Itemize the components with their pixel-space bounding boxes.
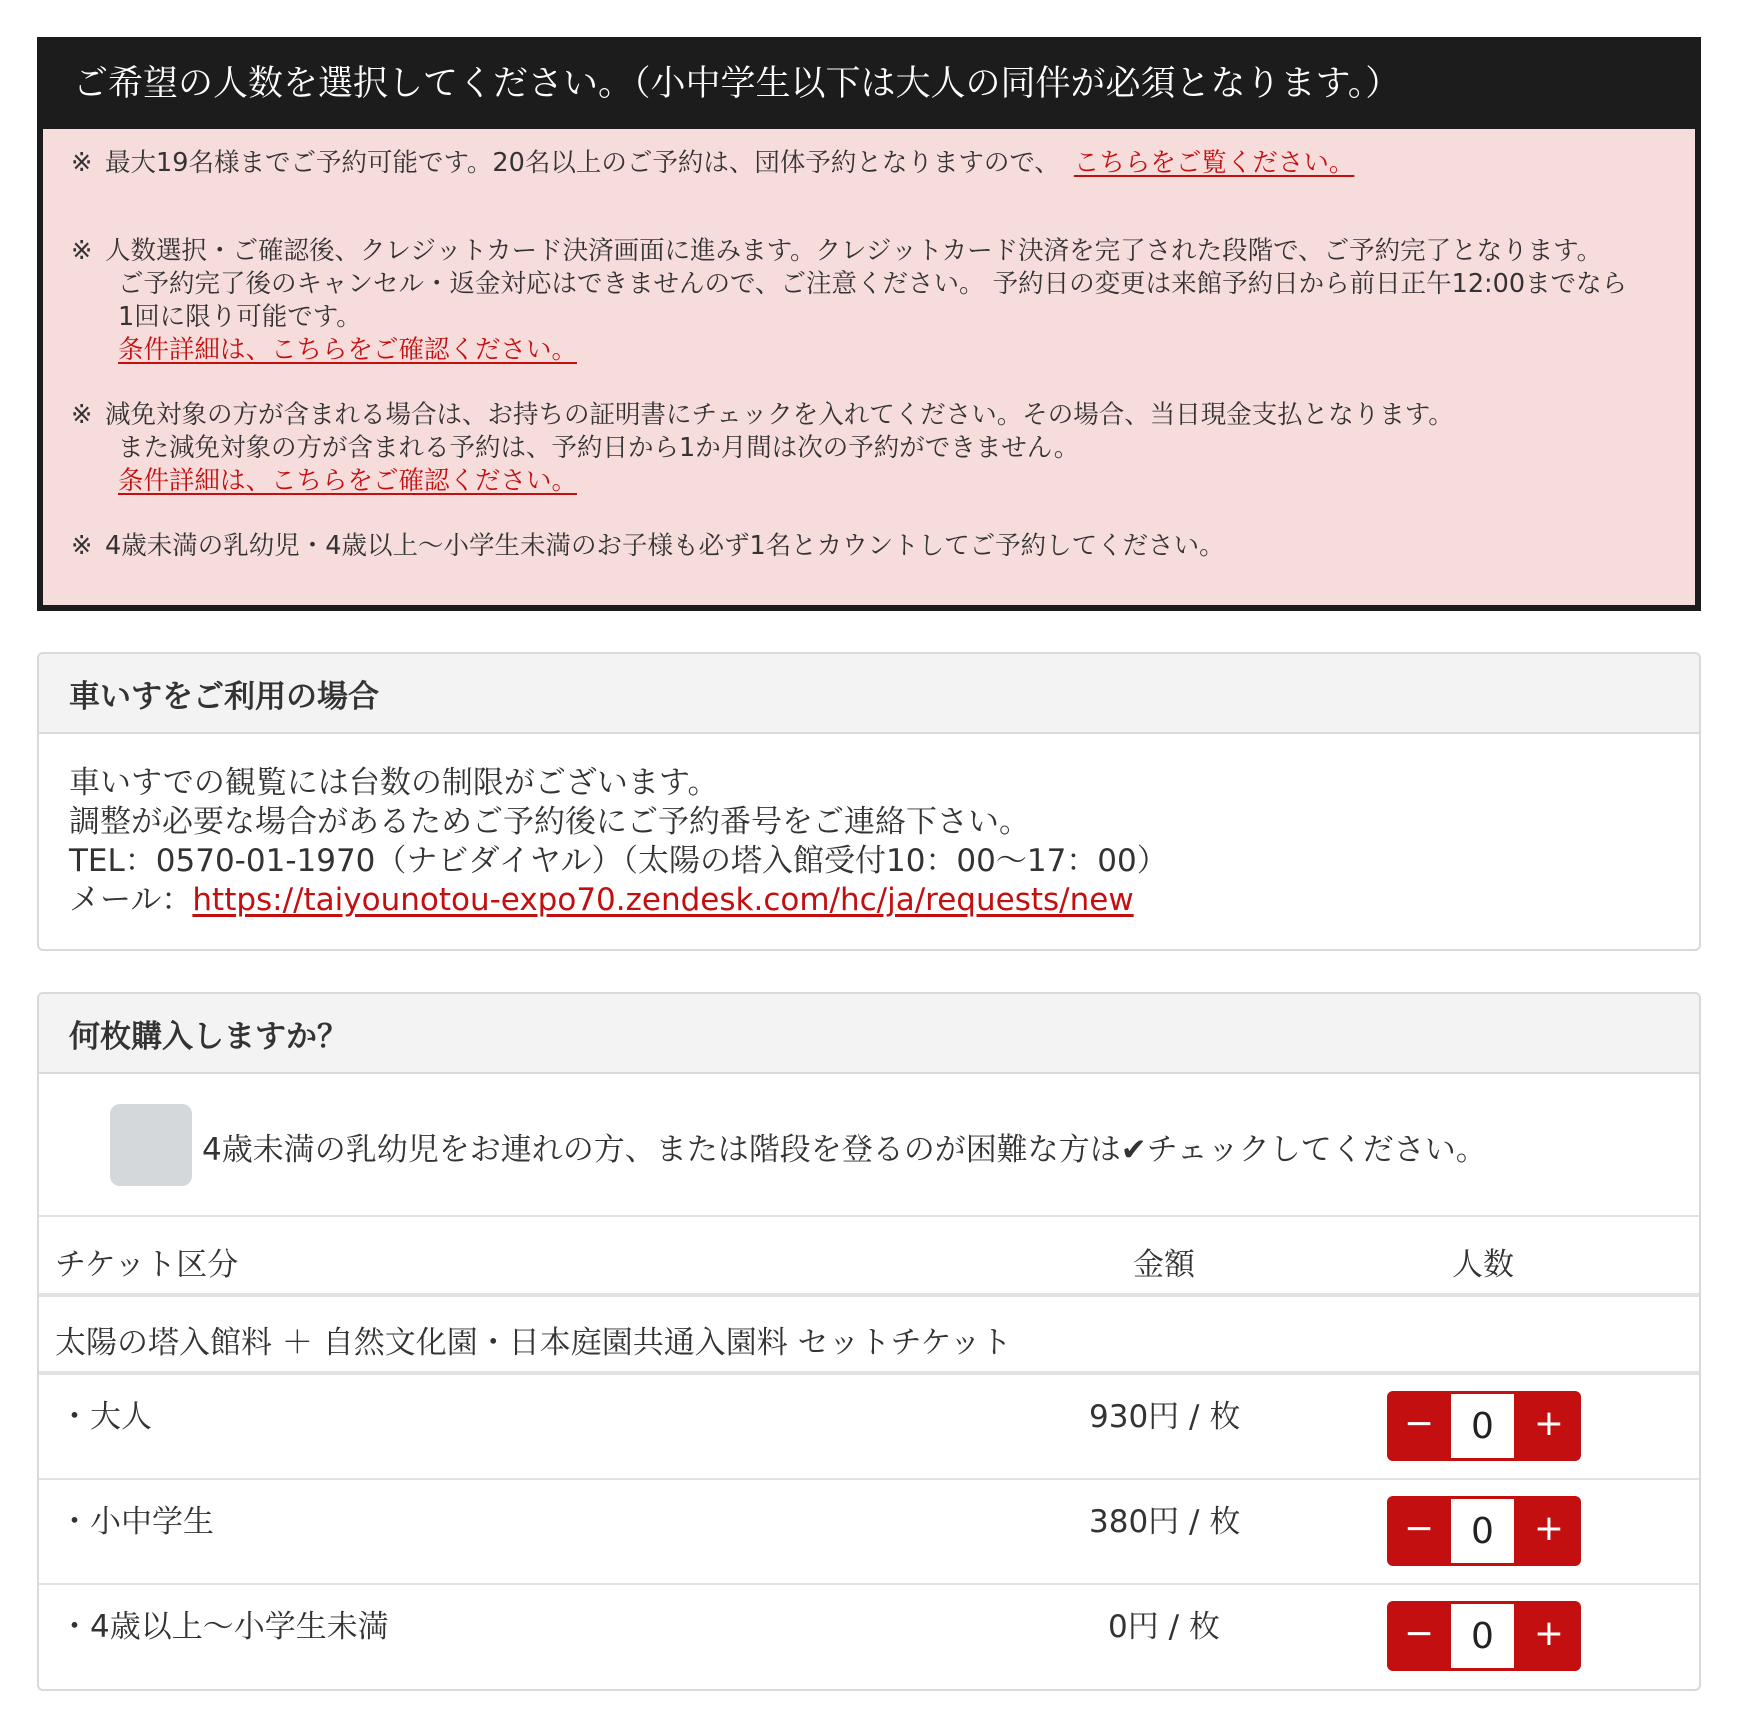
wheelchair-tel: TEL：0570-01-1970（ナビダイヤル）（太陽の塔入館受付10：00～17：00） xyxy=(69,843,1168,879)
accessibility-checkbox[interactable] xyxy=(110,1104,192,1186)
increment-button[interactable]: + xyxy=(1533,1508,1565,1549)
notice-item1-text: 最大19名様までご予約可能です。20名以上のご予約は、団体予約となりますので、 xyxy=(105,148,1060,178)
ticket-price: 930円 / 枚 xyxy=(1089,1399,1241,1435)
notice-item4-text: 4歳未満の乳幼児・4歳以上～小学生未満のお子様も必ず1名とカウントしてご予約してください。 xyxy=(105,531,1225,561)
ticket-row-student xyxy=(39,1480,1699,1585)
notice-item-children-count xyxy=(71,528,1225,564)
note-mark: ※ xyxy=(71,148,93,178)
quantity-stepper xyxy=(1387,1496,1581,1566)
ticket-group-name: 太陽の塔入館料 ＋ 自然文化園・日本庭園共通入園料 セットチケット xyxy=(55,1325,1012,1361)
accessibility-checkbox-label[interactable]: 4歳未満の乳幼児をお連れの方、または階段を登るのが困難な方は✔チェックしてください。 xyxy=(202,1132,1487,1168)
ticket-name: ・小中学生 xyxy=(59,1504,214,1540)
quantity-stepper xyxy=(1387,1391,1581,1461)
wheelchair-panel xyxy=(37,652,1701,951)
decrement-button[interactable]: − xyxy=(1403,1403,1435,1444)
ticket-price: 380円 / 枚 xyxy=(1089,1504,1241,1540)
ticket-table-header xyxy=(39,1217,1699,1297)
wheelchair-info xyxy=(39,734,1699,920)
notice-item2-line3: 1回に限り可能です。 xyxy=(118,302,362,332)
ticket-name: ・4歳以上～小学生未満 xyxy=(59,1609,389,1645)
notice-body xyxy=(43,129,1695,605)
ticket-group-row xyxy=(39,1297,1699,1375)
quantity-value[interactable]: 0 xyxy=(1451,1394,1514,1458)
wheelchair-line2: 調整が必要な場合があるためご予約後にご予約番号をご連絡下さい。 xyxy=(69,804,1030,840)
reservation-notice xyxy=(37,37,1701,611)
mail-request-link[interactable]: https://taiyounotou-expo70.zendesk.com/hc/ja/requests/new xyxy=(192,882,1134,918)
notice-item2-line2: ご予約完了後のキャンセル・返金対応はできませんので、ご注意ください。 予約日の変更は来館予約日から前日正午12:00までなら xyxy=(118,269,1628,299)
ticket-price: 0円 / 枚 xyxy=(1108,1609,1220,1645)
group-reservation-link[interactable]: こちらをご覧ください。 xyxy=(1073,148,1355,178)
notice-item2-line1: 人数選択・ご確認後、クレジットカード決済画面に進みます。クレジットカード決済を完了された段階で、ご予約完了となります。 xyxy=(105,236,1603,266)
wheelchair-heading: 車いすをご利用の場合 xyxy=(39,654,1699,734)
notice-item3-line2: また減免対象の方が含まれる予約は、予約日から1か月間は次の予約ができません。 xyxy=(118,433,1080,463)
col-count: 人数 xyxy=(1452,1247,1514,1283)
notice-item-payment-line1 xyxy=(71,233,1602,269)
discount-conditions-link[interactable]: 条件詳細は、こちらをご確認ください。 xyxy=(118,466,578,496)
increment-button[interactable]: + xyxy=(1533,1403,1565,1444)
note-mark: ※ xyxy=(71,400,93,430)
increment-button[interactable]: + xyxy=(1533,1613,1565,1654)
ticket-row-adult xyxy=(39,1375,1699,1480)
col-ticket-category: チケット区分 xyxy=(55,1247,239,1283)
cancel-conditions-link[interactable]: 条件詳細は、こちらをご確認ください。 xyxy=(118,335,578,365)
decrement-button[interactable]: − xyxy=(1403,1508,1435,1549)
ticket-purchase-panel xyxy=(37,992,1701,1691)
ticket-row-preschool xyxy=(39,1585,1699,1690)
wheelchair-mail xyxy=(69,881,1669,920)
notice-item-discount-line1 xyxy=(71,397,1454,433)
note-mark: ※ xyxy=(71,531,93,561)
mail-label: メール： xyxy=(69,882,193,918)
ticket-name: ・大人 xyxy=(59,1399,152,1435)
decrement-button[interactable]: − xyxy=(1403,1613,1435,1654)
quantity-value[interactable]: 0 xyxy=(1451,1604,1514,1668)
quantity-value[interactable]: 0 xyxy=(1451,1499,1514,1563)
col-price: 金額 xyxy=(1133,1247,1195,1283)
notice-item-max-people xyxy=(71,145,1354,181)
ticket-heading: 何枚購入しますか？ xyxy=(39,994,1699,1074)
note-mark: ※ xyxy=(71,236,93,266)
accessibility-check-row xyxy=(39,1074,1699,1217)
notice-title: ご希望の人数を選択してください。（小中学生以下は大人の同伴が必須となります。） xyxy=(73,63,1401,104)
quantity-stepper xyxy=(1387,1601,1581,1671)
notice-item3-line1: 減免対象の方が含まれる場合は、お持ちの証明書にチェックを入れてください。その場合、当日現金支払となります。 xyxy=(105,400,1454,430)
wheelchair-line1: 車いすでの観覧には台数の制限がございます。 xyxy=(69,765,719,801)
